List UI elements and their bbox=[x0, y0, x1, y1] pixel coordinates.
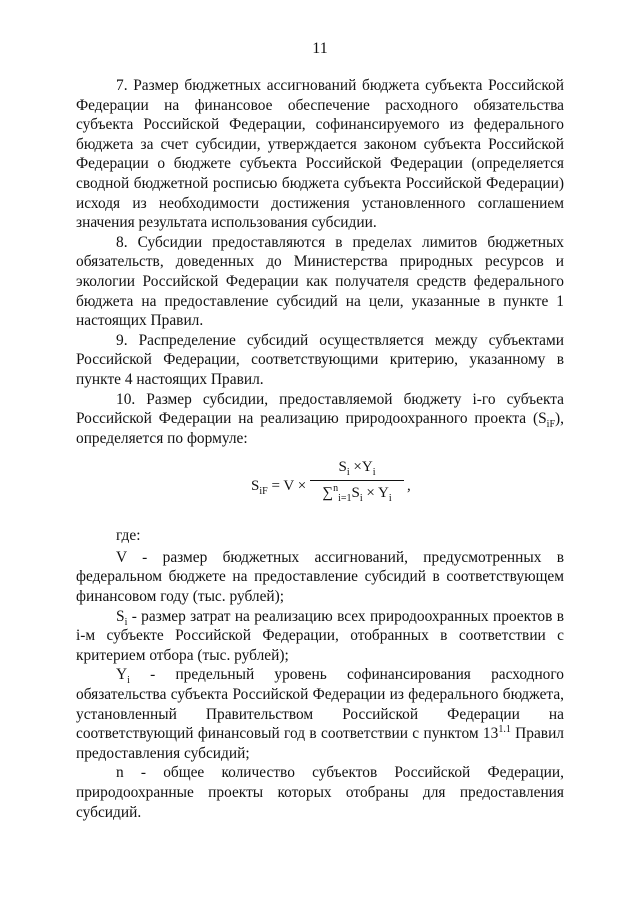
definition-y: $Y_i$ - предельный уровень софинансирования расходного обязательства субъекта Российской Федерации из федерального бюджета, установленный Правительством Российской Федерации на соответствующий финансовый год в соответствии с пунктом $13^{1.1}$ Правил предоставления субсидий; bbox=[76, 666, 564, 762]
paragraph-10-text: 10. Размер субсидии, предоставляемой бюджету i-го субъекта Российской Федерации на реализацию природоохранного проекта ( bbox=[76, 390, 564, 428]
paragraph-8: 8. Субсидии предоставляются в пределах лимитов бюджетных обязательств, доведенных до Министерства природных ресурсов и экологии Российской Федерации как получателя средств федерального бюджета на предоставление субсидий на цели, указанные в пункте 1 настоящих Правил. bbox=[76, 233, 564, 330]
paragraph-7: 7. Размер бюджетных ассигнований бюджета субъекта Российской Федерации на финансовое обеспечение расходного обязательства субъекта Российской Федерации, софинансируемого из федерального бюджета за счет субсидии, утверждается законом субъекта Российской Федерации о бюджете субъекта Российской Федерации (определяется сводной бюджетной росписью бюджета субъекта Российской Федерации) исходя из необходимости достижения установленного соглашением значения результата использования субсидии. bbox=[76, 77, 564, 232]
formula-numerator: $S_i \times Y_i$ bbox=[310, 458, 404, 481]
definition-n: n - общее количество субъектов Российской Федерации, природоохранные проекты которых отобраны для предоставления субсидий. bbox=[76, 764, 564, 821]
formula-lhs: $S_{iF} = V$ × bbox=[251, 478, 307, 498]
definition-s: $S_i$ - размер затрат на реализацию всех природоохранных проектов в i-м субъекте Российской Федерации, отобранных в соответствии с критерием отбора (тыс. рублей); bbox=[76, 607, 564, 664]
paragraph-10 bbox=[76, 390, 564, 449]
formula-denominator: $\sum^n_{i=1}S_i \times Y_i$ bbox=[322, 482, 392, 504]
subsidy-formula bbox=[76, 458, 564, 514]
paragraph-9: 9. Распределение субсидий осуществляется между субъектами Российской Федерации, соответствующими критерию, указанному в пункте 4 настоящих Правил. bbox=[76, 331, 564, 388]
paragraph-10-tail: ), определяется по формуле: bbox=[76, 410, 564, 447]
document-body bbox=[76, 76, 564, 822]
formula-comma: , bbox=[407, 478, 411, 495]
page-number: 11 bbox=[312, 40, 328, 57]
definition-v: V - размер бюджетных ассигнований, предусмотренных в федеральном бюджете на предоставление субсидий в соответствующем финансовом году (тыс. рублей); bbox=[76, 548, 564, 606]
formula-fraction bbox=[310, 458, 404, 503]
where-label: где: bbox=[116, 527, 141, 545]
paragraph-10-symbol: S bbox=[538, 410, 547, 428]
paragraph-10-symbol-sub: iF bbox=[546, 419, 556, 431]
